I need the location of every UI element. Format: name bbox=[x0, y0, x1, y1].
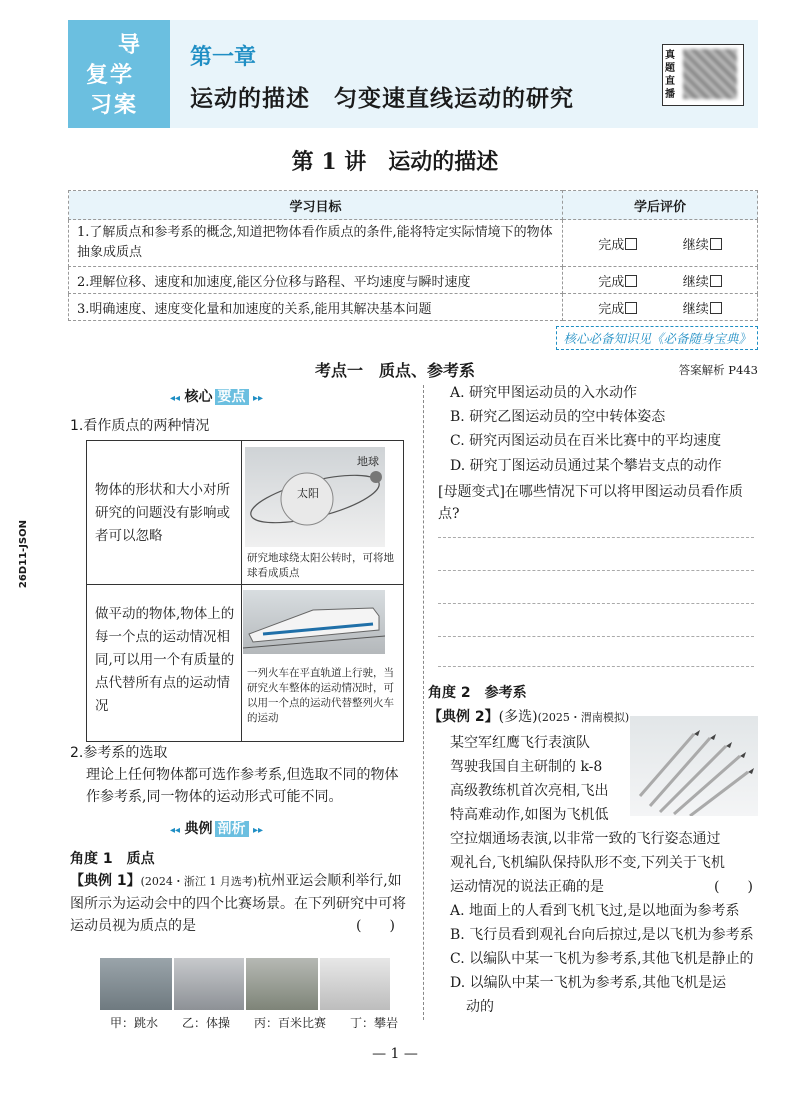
qr-label: 真题直播 bbox=[665, 50, 675, 100]
done-label: 完成 bbox=[598, 237, 625, 253]
continue-label: 继续 bbox=[682, 237, 709, 253]
example2-option-b: B. 飞行员看到观礼台向后掠过,是以飞机为参考系 bbox=[450, 927, 754, 943]
goal-text: 1.了解质点和参考系的概念,知道把物体看作质点的条件,能将特定实际情境下的物体抽象成质点 bbox=[69, 220, 563, 267]
diving-photo bbox=[100, 958, 172, 1010]
goals-header: 学习目标 bbox=[69, 191, 563, 220]
example2-head bbox=[428, 706, 629, 729]
case2-caption: 一列火车在平直轨道上行驶，当研究火车整体的运动情况时，可以用一个点的运动代替整列火车的运动 bbox=[247, 667, 394, 724]
right-arrows-icon: ▸▸ bbox=[252, 393, 263, 404]
jet-formation-image bbox=[630, 716, 758, 816]
evaluation-header: 学后评价 bbox=[563, 191, 758, 220]
example-header bbox=[170, 818, 263, 838]
example-label: 典例 bbox=[184, 821, 213, 837]
table-row bbox=[69, 220, 758, 267]
item2-text: 理论上任何物体都可选作参考系,但选取不同的物体作参考系,同一物体的运动形式可能不同。 bbox=[86, 767, 399, 805]
example2-tag: 【典例 2】 bbox=[428, 709, 499, 725]
item1-title: 1.看作质点的两种情况 bbox=[70, 418, 210, 434]
continue-checkbox[interactable] bbox=[710, 302, 722, 314]
evaluation-cell bbox=[563, 220, 758, 267]
goal-text: 3.明确速度、速度变化量和加速度的关系,能用其解决基本问题 bbox=[69, 294, 563, 321]
evaluation-cell bbox=[563, 267, 758, 294]
case2-text: 做平动的物体,物体上的每一个点的运动情况相同,可以用一个有质量的点代替所有点的运动情况 bbox=[95, 606, 235, 714]
right-arrows-icon: ▸▸ bbox=[252, 825, 263, 836]
variant-question: [母题变式]在哪些情况下可以将甲图运动员看作质点? bbox=[438, 484, 743, 522]
angle1-title: 角度 1 质点 bbox=[70, 851, 155, 867]
lecture-title: 第 1 讲 运动的描述 bbox=[291, 149, 499, 175]
done-label: 完成 bbox=[598, 301, 625, 317]
answer-reference: 答案解析 P443 bbox=[678, 363, 758, 377]
side-code: 26D11-JSON bbox=[18, 520, 29, 589]
example1-option-d: D. 研究丁图运动员通过某个攀岩支点的动作 bbox=[450, 458, 722, 474]
badge-line-2: 复学 bbox=[86, 63, 135, 88]
example1-question: 杭州亚运会顺利举行,如图所示为运动会中的四个比赛场景。在下列研究中可将运动员视为质点的是 bbox=[70, 873, 406, 934]
example1-option-b: B. 研究乙图运动员的空中转体姿态 bbox=[450, 409, 666, 425]
core-points-header bbox=[170, 386, 263, 406]
example1-option-a: A. 研究甲图运动员的入水动作 bbox=[450, 385, 638, 401]
case1-caption: 研究地球绕太阳公转时，可将地球看成质点 bbox=[247, 552, 394, 579]
example2-line-7: 运动情况的说法正确的是 bbox=[450, 879, 604, 895]
sports-photo-strip bbox=[100, 958, 390, 1010]
continue-label: 继续 bbox=[682, 274, 709, 290]
example1-option-c: C. 研究丙图运动员在百米比赛中的平均速度 bbox=[450, 433, 722, 449]
table-h-line bbox=[87, 584, 403, 585]
badge-line-1: 导 bbox=[118, 33, 143, 58]
qr-code-icon[interactable] bbox=[683, 49, 737, 99]
example2-option-d: D. 以编队中某一飞机为参考系,其他飞机是运 bbox=[450, 975, 727, 991]
done-checkbox[interactable] bbox=[625, 302, 637, 314]
example2-line-1: 某空军红鹰飞行表演队 bbox=[450, 735, 590, 751]
earth-label: 地球 bbox=[357, 455, 379, 468]
item2-title: 2.参考系的选取 bbox=[70, 745, 168, 761]
example2-line-3: 高级教练机首次亮相,飞出 bbox=[450, 783, 609, 799]
learning-goals-table bbox=[68, 190, 758, 321]
answer-line[interactable] bbox=[438, 570, 754, 571]
evaluation-cell bbox=[563, 294, 758, 321]
angle2-title: 角度 2 参考系 bbox=[428, 685, 527, 701]
page-number: — 1 — bbox=[372, 1046, 418, 1062]
jets-icon bbox=[630, 716, 758, 816]
climbing-photo bbox=[320, 958, 390, 1010]
left-arrows-icon: ◂◂ bbox=[170, 393, 181, 404]
sun-label: 太阳 bbox=[297, 487, 319, 500]
column-divider bbox=[423, 385, 424, 1020]
particle-cases-table bbox=[86, 440, 404, 742]
table-v-line bbox=[241, 441, 242, 741]
gymnastics-photo bbox=[174, 958, 244, 1010]
done-checkbox[interactable] bbox=[625, 238, 637, 250]
done-checkbox[interactable] bbox=[625, 275, 637, 287]
example2-line-4: 特高难动作,如图为飞机低 bbox=[450, 807, 609, 823]
answer-line[interactable] bbox=[438, 666, 754, 667]
table-row bbox=[69, 267, 758, 294]
answer-line[interactable] bbox=[438, 636, 754, 637]
analysis-label: 剖析 bbox=[215, 821, 249, 837]
core-label: 核心 bbox=[184, 389, 213, 405]
table-row bbox=[69, 294, 758, 321]
example2-option-a: A. 地面上的人看到飞机飞过,是以地面为参考系 bbox=[450, 903, 740, 919]
core-knowledge-note: 核心必备知识见《必备随身宝典》 bbox=[556, 326, 758, 350]
goal-text: 2.理解位移、速度和加速度,能区分位移与路程、平均速度与瞬时速度 bbox=[69, 267, 563, 294]
continue-checkbox[interactable] bbox=[710, 238, 722, 250]
photo-caption: 甲：跳水 乙：体操 丙：百米比赛 丁：攀岩 bbox=[110, 1016, 399, 1030]
example2-option-c: C. 以编队中某一飞机为参考系,其他飞机是静止的 bbox=[450, 951, 754, 967]
example1-source: (2024・浙江 1 月选考) bbox=[140, 875, 258, 888]
sprint-photo bbox=[246, 958, 318, 1010]
example1-tag: 【典例 1】 bbox=[70, 873, 141, 889]
chapter-title: 运动的描述 匀变速直线运动的研究 bbox=[190, 86, 574, 112]
case1-text: 物体的形状和大小对所研究的问题没有影响或者可以忽略 bbox=[95, 482, 230, 544]
example2-line-2: 驾驶我国自主研制的 k-8 bbox=[450, 759, 603, 775]
left-arrows-icon: ◂◂ bbox=[170, 825, 181, 836]
train-icon bbox=[243, 590, 385, 654]
table-header-row bbox=[69, 191, 758, 220]
continue-checkbox[interactable] bbox=[710, 275, 722, 287]
example2-line-5: 空拉烟通场表演,以非常一致的飞行姿态通过 bbox=[450, 831, 721, 847]
continue-label: 继续 bbox=[682, 301, 709, 317]
example2-multi: (多选) bbox=[498, 709, 538, 725]
done-label: 完成 bbox=[598, 274, 625, 290]
example2-bracket: ( ) bbox=[714, 879, 753, 895]
guide-badge bbox=[68, 20, 170, 128]
sun-earth-orbit-image bbox=[245, 447, 385, 547]
answer-line[interactable] bbox=[438, 603, 754, 604]
example2-source: (2025・渭南模拟) bbox=[537, 711, 630, 724]
example2-option-d-tail: 动的 bbox=[466, 999, 494, 1015]
qr-code-panel[interactable] bbox=[662, 44, 744, 106]
points-label: 要点 bbox=[215, 389, 249, 405]
answer-line[interactable] bbox=[438, 537, 754, 538]
badge-line-3: 习案 bbox=[90, 93, 139, 118]
example2-line-6: 观礼台,飞机编队保持队形不变,下列关于飞机 bbox=[450, 855, 725, 871]
section-title: 考点一 质点、参考系 bbox=[314, 361, 475, 380]
example1-bracket: ( ) bbox=[356, 918, 395, 934]
train-image bbox=[243, 590, 385, 654]
chapter-number: 第一章 bbox=[190, 45, 257, 70]
